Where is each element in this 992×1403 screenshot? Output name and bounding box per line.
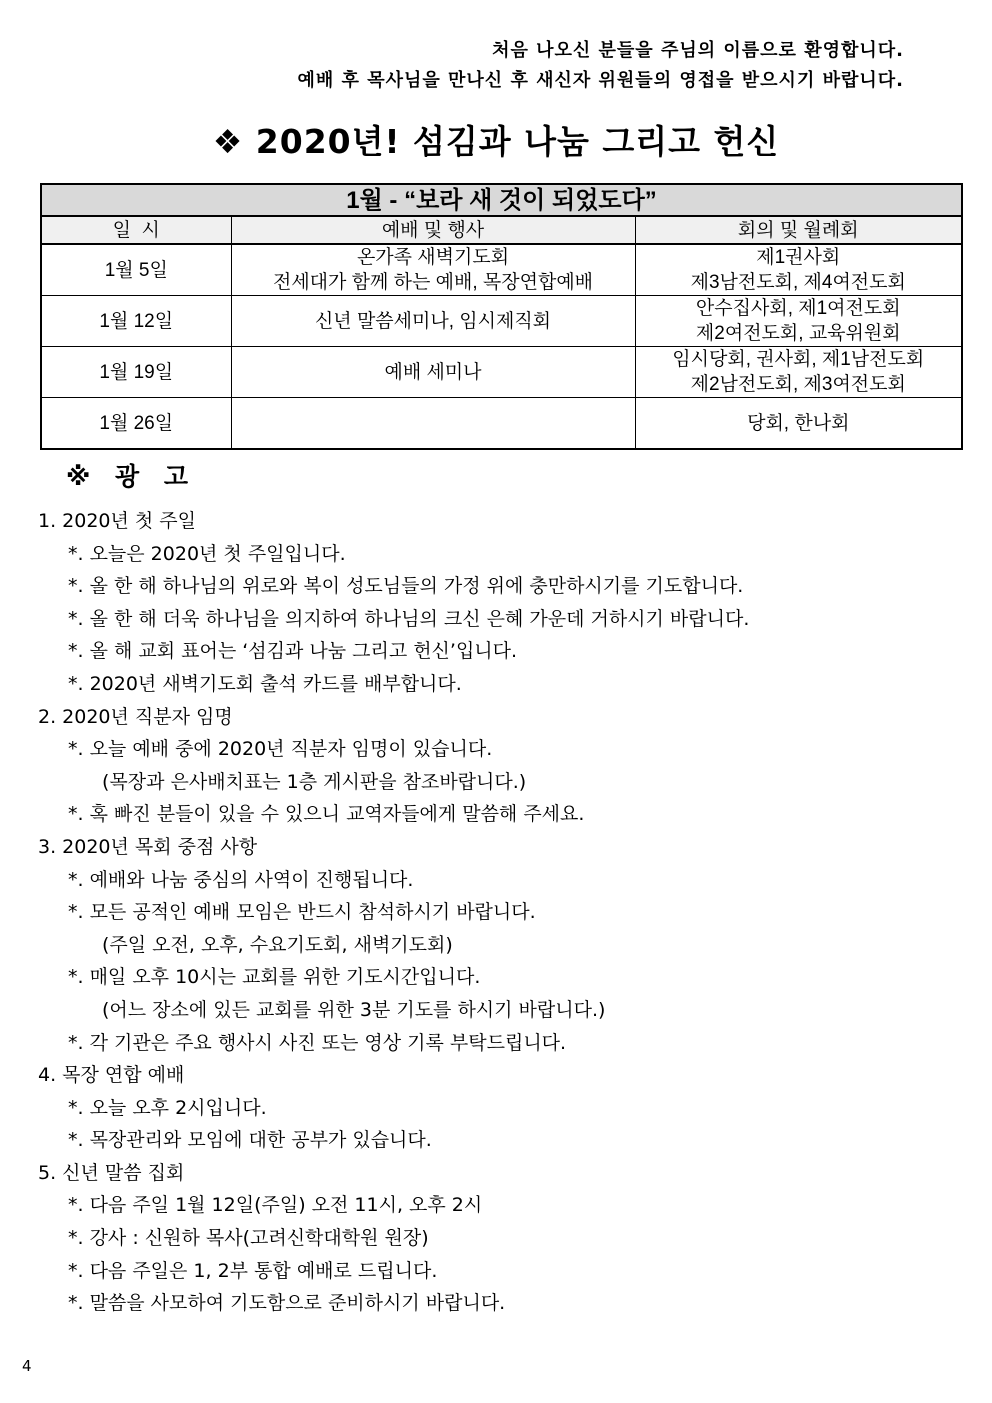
announcement-item: *. 모든 공적인 예배 모임은 반드시 참석하시기 바랍니다. — [68, 901, 536, 924]
schedule-events-line: 온가족 새벽기도회 — [356, 247, 510, 268]
announcement-item: *. 목장관리와 모임에 대한 공부가 있습니다. — [68, 1129, 432, 1152]
announcement-item: *. 2020년 새벽기도회 출석 카드를 배부합니다. — [68, 672, 462, 695]
schedule-row — [41, 347, 962, 398]
schedule-meetings-line: 임시당회, 권사회, 제1남전도회 — [672, 349, 925, 370]
schedule-body — [41, 244, 962, 449]
column-header-events: 예배 및 행사 — [231, 216, 635, 244]
column-header-date: 일 시 — [41, 216, 231, 244]
announcement-item: *. 올 한 해 더욱 하나님을 의지하여 하나님의 크신 은혜 가운데 거하시기 바랍니다. — [68, 607, 750, 630]
announcement-section-title: 2. 2020년 직분자 임명 — [38, 705, 233, 728]
schedule-row — [41, 296, 962, 347]
schedule-events — [231, 347, 635, 398]
schedule-events-line: 예배 세미나 — [384, 361, 482, 383]
announcements-title: ※ 광 고 — [66, 462, 197, 491]
schedule-row — [41, 398, 962, 450]
schedule-meetings-line: 제3남전도회, 제4여전도회 — [690, 272, 906, 293]
announcement-section — [38, 701, 958, 831]
welcome-line-2: 예배 후 목사님을 만나신 후 새신자 위원들의 영접을 받으시기 바랍니다. — [297, 70, 904, 91]
schedule-meetings — [635, 244, 962, 296]
announcement-item: *. 다음 주일은 1, 2부 통합 예배로 드립니다. — [68, 1259, 438, 1282]
schedule-date: 1월 26일 — [41, 398, 231, 450]
announcement-section-title: 3. 2020년 목회 중점 사항 — [38, 835, 258, 858]
announcement-section-title: 5. 신년 말씀 집회 — [38, 1161, 185, 1184]
announcement-note: (어느 장소에 있든 교회를 위한 3분 기도를 하시기 바랍니다.) — [102, 998, 606, 1021]
schedule-meetings — [635, 296, 962, 347]
announcement-item: *. 오늘 예배 중에 2020년 직분자 임명이 있습니다. — [68, 738, 493, 761]
schedule-date: 1월 12일 — [41, 296, 231, 347]
schedule-meetings-line: 제2남전도회, 제3여전도회 — [690, 374, 906, 395]
page-number: 4 — [22, 1357, 32, 1375]
announcements-list — [38, 505, 958, 1320]
column-header-meetings: 회의 및 월례회 — [635, 216, 962, 244]
schedule-meetings-line: 안수집사회, 제1여전도회 — [695, 298, 901, 319]
announcement-item: *. 혹 빠진 분들이 있을 수 있으니 교역자들에게 말씀해 주세요. — [68, 803, 585, 826]
announcement-section-title: 4. 목장 연합 예배 — [38, 1064, 185, 1087]
schedule-events-line: 신년 말씀세미나, 임시제직회 — [314, 310, 552, 332]
announcement-item: *. 강사 : 신원하 목사(고려신학대학원 원장) — [68, 1227, 429, 1250]
announcement-section — [38, 1157, 958, 1320]
announcement-note: (주일 오전, 오후, 수요기도회, 새벽기도회) — [102, 933, 453, 956]
announcement-item: *. 오늘 오후 2시입니다. — [68, 1096, 267, 1119]
church-motto: ❖ 2020년! 섬김과 나눔 그리고 헌신 — [212, 122, 780, 161]
january-schedule-table — [40, 183, 963, 450]
announcement-note: (목장과 은사배치표는 1층 게시판을 참조바랍니다.) — [102, 770, 527, 793]
schedule-events — [231, 398, 635, 450]
schedule-meetings-line: 제1권사회 — [756, 247, 841, 268]
schedule-events — [231, 244, 635, 296]
announcement-item: *. 예배와 나눔 중심의 사역이 진행됩니다. — [68, 868, 414, 891]
announcement-item: *. 올 한 해 하나님의 위로와 복이 성도님들의 가정 위에 충만하시기를 기도합니다. — [68, 575, 744, 598]
schedule-row — [41, 244, 962, 296]
announcement-section-title: 1. 2020년 첫 주일 — [38, 510, 197, 532]
announcement-item: *. 각 기관은 주요 행사시 사진 또는 영상 기록 부탁드립니다. — [68, 1031, 567, 1054]
schedule-meetings — [635, 398, 962, 450]
schedule-meetings-line: 당회, 한나회 — [747, 412, 850, 434]
schedule-title: 1월 - “보라 새 것이 되었도다” — [41, 184, 962, 216]
announcement-section — [38, 1059, 958, 1157]
announcement-item: *. 오늘은 2020년 첫 주일입니다. — [68, 542, 346, 565]
announcement-section — [38, 505, 958, 701]
announcement-item: *. 올 해 교회 표어는 ‘섬김과 나눔 그리고 헌신’입니다. — [68, 640, 518, 663]
schedule-events-line: 전세대가 함께 하는 예배, 목장연합예배 — [272, 272, 594, 293]
announcement-section — [38, 831, 958, 1059]
schedule-meetings — [635, 347, 962, 398]
schedule-date: 1월 5일 — [41, 244, 231, 296]
schedule-meetings-line: 제2여전도회, 교육위원회 — [695, 323, 901, 344]
announcement-item: *. 말씀을 사모하여 기도함으로 준비하시기 바랍니다. — [68, 1292, 506, 1315]
welcome-line-1: 처음 나오신 분들을 주님의 이름으로 환영합니다. — [492, 40, 904, 61]
announcement-item: *. 매일 오후 10시는 교회를 위한 기도시간입니다. — [68, 966, 481, 989]
announcement-item: *. 다음 주일 1월 12일(주일) 오전 11시, 오후 2시 — [68, 1194, 483, 1217]
schedule-date: 1월 19일 — [41, 347, 231, 398]
welcome-message — [298, 36, 905, 96]
schedule-events — [231, 296, 635, 347]
